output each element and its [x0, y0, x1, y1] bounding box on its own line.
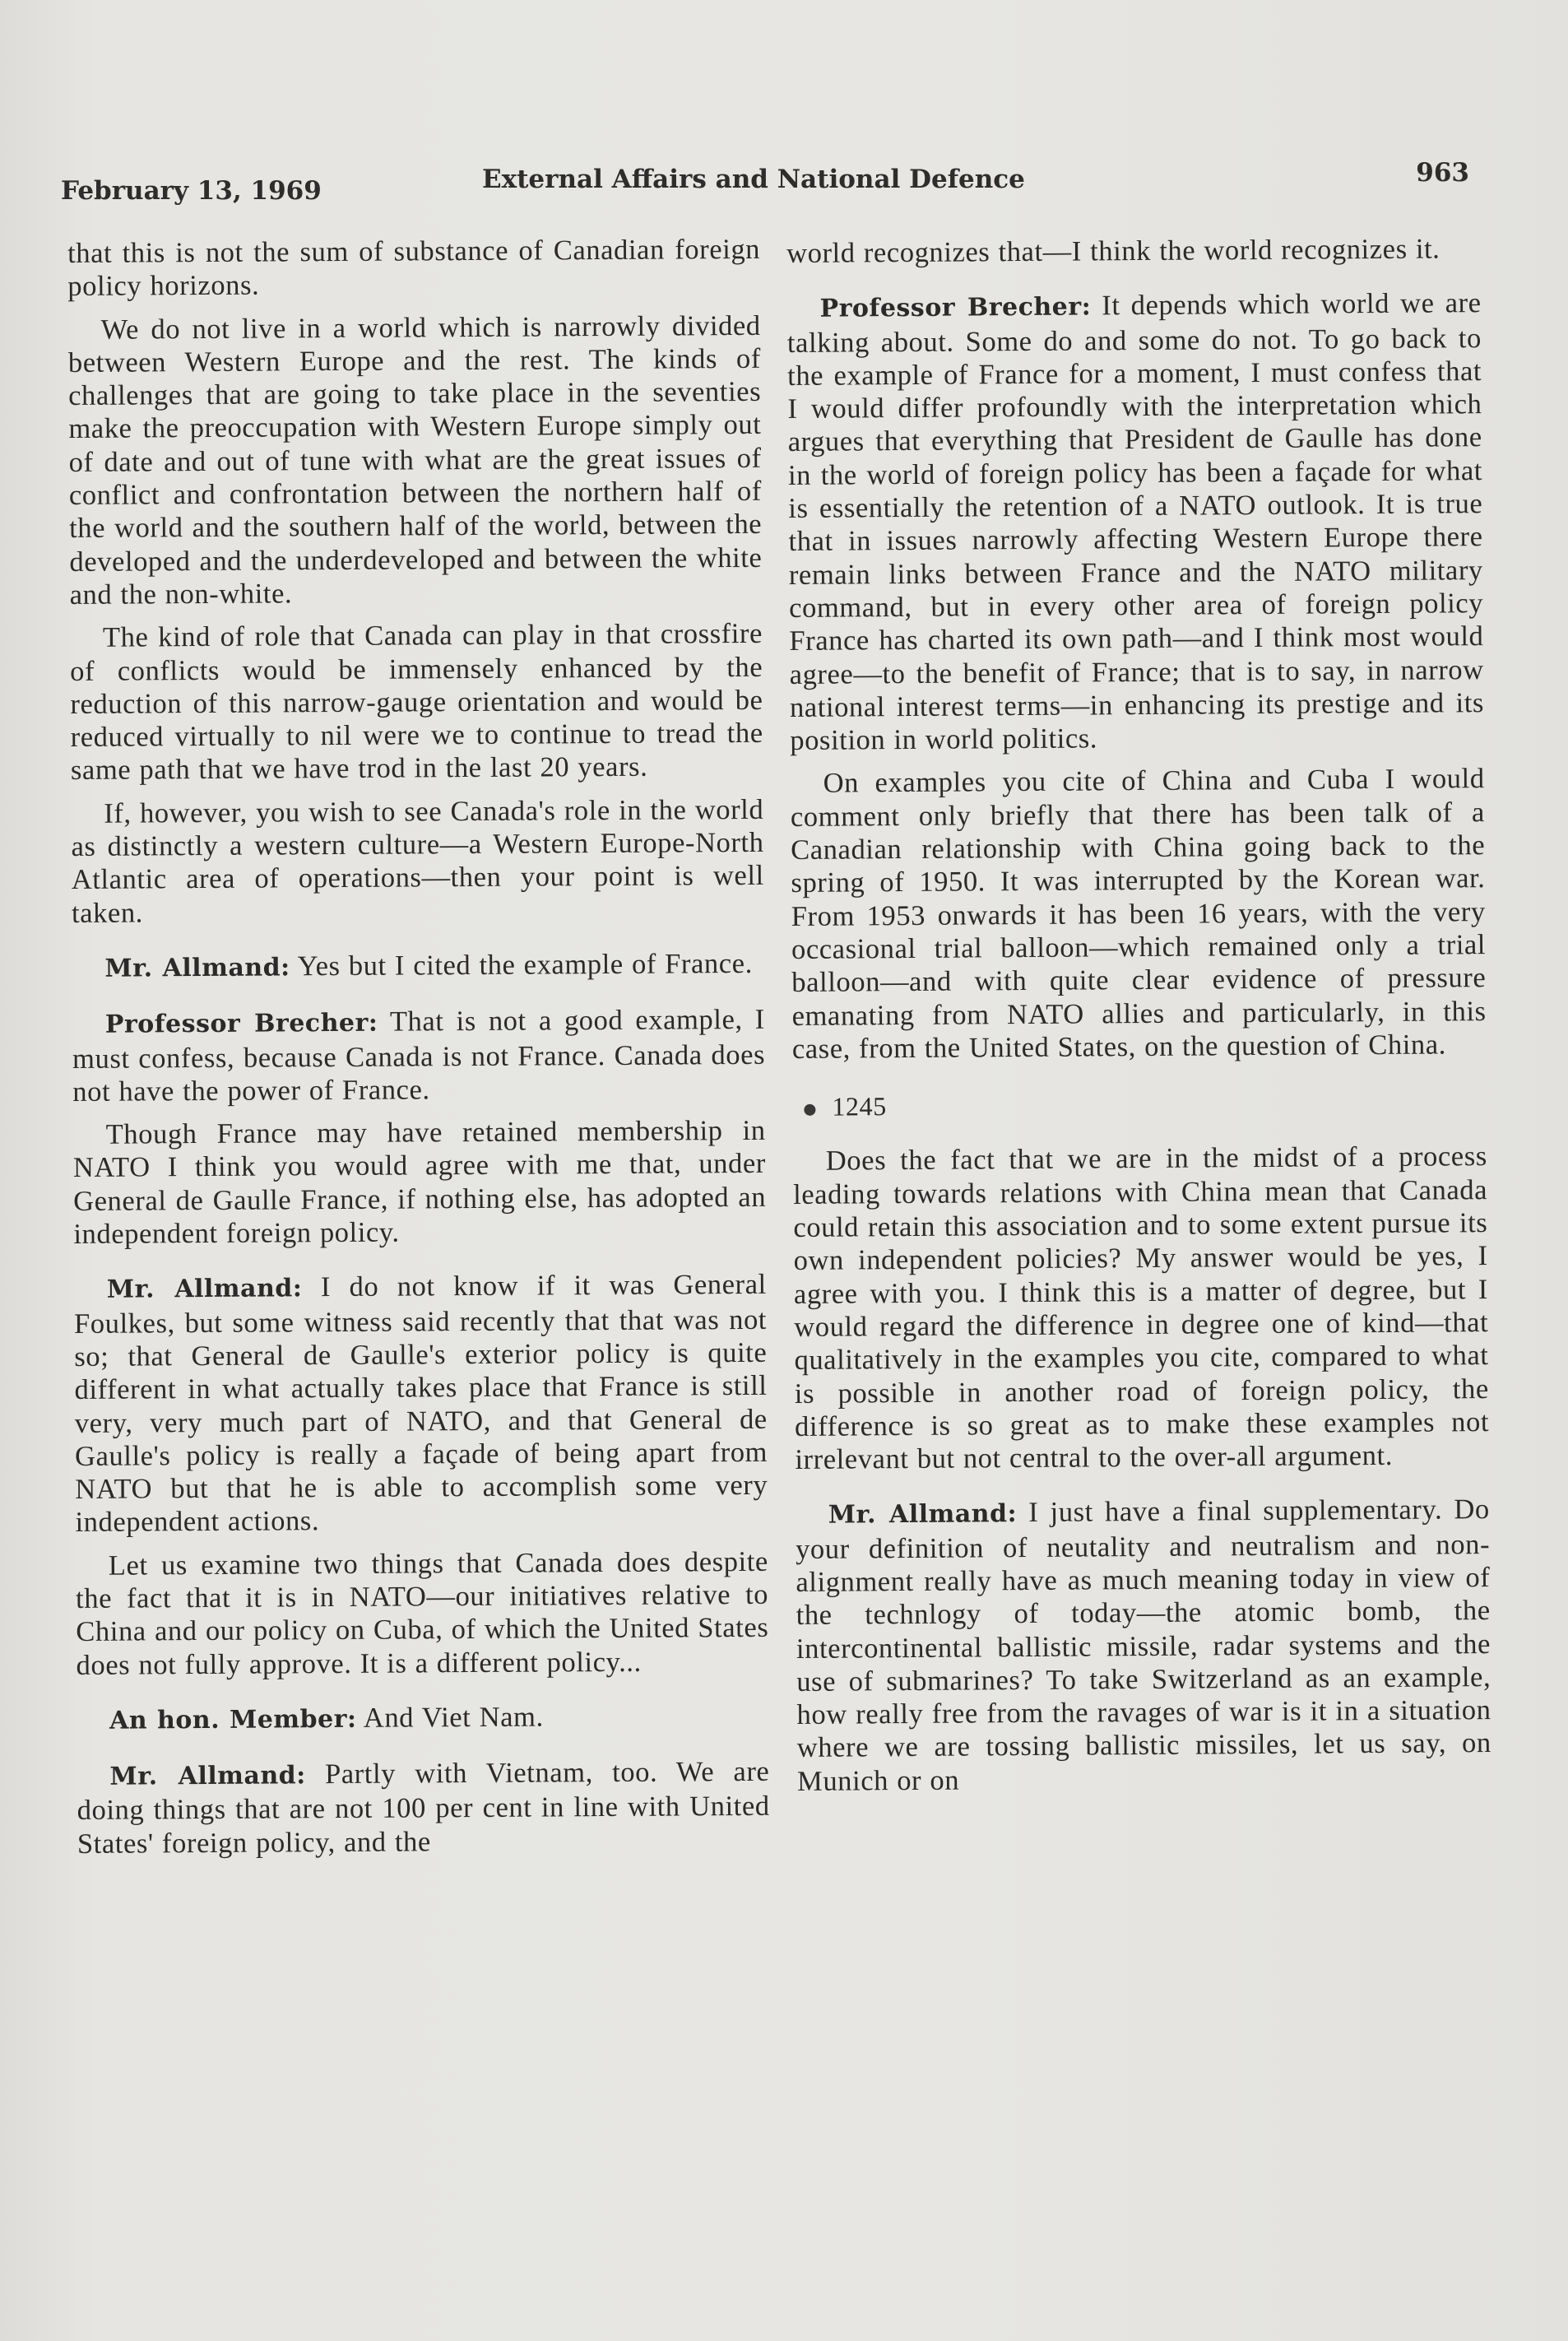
paragraph: If, however, you wish to see Canada's role in the world as distinctly a western culture—a Western Europe-North Atlantic area of operations—then your point is well taken.	[71, 793, 764, 929]
bullet-icon	[804, 1104, 815, 1116]
speech-text: I do not know if it was General Foulkes, but some witness said recently that that was not so; that General de Gaulle's exterior policy is quite different in what actually takes place that France is still very, very much part of NATO, and that General de Gaulle's policy is really a façade of being apart from NATO but that he is able to accomplish some very independent actions.	[73, 1269, 768, 1539]
paragraph: We do not live in a world which is narrowly divided between Western Europe and the rest. The kinds of challenges that are going to take place in the seventies make the preoccupation with Western Europe simply out of date and out of tune with what are the great issues of conflict and confrontation between the northern half of the world and the southern half of the world, between the developed and the underdeveloped and between the white and the non-white.	[67, 309, 763, 611]
paragraph: world recognizes that—I think the world recognizes it.	[786, 233, 1440, 269]
time-marker	[792, 1085, 1487, 1123]
paragraph: that this is not the sum of substance of Canadian foreign policy horizons.	[67, 233, 761, 303]
speech-paragraph	[72, 947, 764, 986]
paragraph: On examples you cite of China and Cuba I would comment only briefly that there has been talk of a Canadian relationship with China going back to the spring of 1950. It was interrupted by the Korean war. From 1953 onwards it has been 16 years, with the very occasional trial balloon—which remained only a trial balloon—and with quite clear evidence of pressure emanating from NATO allies and particularly, in this case, from the United States, on the question of China.	[790, 763, 1487, 1065]
speech-paragraph	[77, 1755, 770, 1860]
paragraph: The kind of role that Canada can play in that crossfire of conflicts would be immensely enhanced by the reduction of this narrow-gauge orientation and would be reduced virtually to nil were we to continue to tread the same path that we have trod in the last 20 years.	[70, 618, 763, 787]
paragraph: Does the fact that we are in the midst of a process leading towards relations with China mean that Canada could retain this association and to some extent pursue its own independent policies? My answer would be yes, I agree with you. I think this is a matter of degree, but I would regard the difference in degree one of kind—that qualitatively in the examples you cite, compared to what is possible in another road of foreign policy, the difference is so great as to make these examples not irrelevant but not central to the over-all argument.	[792, 1140, 1490, 1476]
speech-paragraph	[796, 1493, 1492, 1798]
speaker-name: Mr. Allmand:	[106, 1274, 303, 1305]
time-stamp: 1245	[832, 1091, 887, 1122]
header-date: February 13, 1969	[61, 176, 322, 206]
speech-paragraph	[74, 1268, 768, 1540]
speech-text: Partly with Vietnam, too. We are doing things that are not 100 per cent in line with United States' foreign policy, and the	[77, 1755, 770, 1860]
paragraph: Though France may have retained membership in NATO I think you would agree with me that, under General de Gaulle France, if nothing else, has adopted an independent foreign policy.	[72, 1114, 767, 1250]
speaker-name: Mr. Allmand:	[109, 1761, 306, 1791]
speech-paragraph	[786, 286, 1484, 757]
speech-text: Yes but I cited the example of France.	[290, 947, 753, 982]
speaker-name: Professor Brecher:	[104, 1008, 378, 1039]
speaker-name: Mr. Allmand:	[828, 1499, 1018, 1530]
speaker-name: An hon. Member:	[109, 1704, 357, 1735]
left-column	[67, 233, 770, 1860]
speech-paragraph	[77, 1699, 769, 1738]
speech-text: I just have a final supplementary. Do your definition of neutality and neutralism and non-alignment really have as much meaning today in view of the technlogy of today—the atomic bomb, the intercontinental ballistic missile, radar systems and the use of submarines? To take Switzerland as an example, how really free from the ravages of war is it in a situation where we are tossing ballistic missiles, let us say, on Munich or on	[796, 1493, 1491, 1797]
speech-text: That is not a good example, I must confess, because Canada is not France. Canada does not have the power of France.	[72, 1004, 766, 1108]
speaker-name: Professor Brecher:	[819, 292, 1092, 324]
running-header	[61, 158, 1469, 214]
speech-text: It depends which world we are talking about. Some do and some do not. To go back to the example of France for a moment, I must confess that I would differ profoundly with the interpretation which argues that everything that President de Gaulle has done in the world of foreign policy has been a façade for what is essentially the retention of a NATO outlook. It is true that in issues narrowly affecting Western Europe there remain links between France and the NATO military command, but in every other area of foreign policy France has charted its own path—and I think most would agree—to the benefit of France; that is to say, in narrow national interest terms—in enhancing its prestige and its position in world politics.	[786, 287, 1485, 757]
header-title: External Affairs and National Defence	[482, 165, 1025, 194]
paragraph: Let us examine two things that Canada does despite the fact that it is in NATO—our initiatives relative to China and our policy on Cuba, of which the United States does not fully approve. It is a different policy...	[75, 1545, 769, 1681]
right-column	[786, 232, 1491, 1798]
speaker-name: Mr. Allmand:	[104, 953, 290, 983]
page-number: 963	[1416, 158, 1469, 188]
speech-text: And Viet Nam.	[356, 1701, 544, 1734]
speech-paragraph	[72, 1003, 766, 1108]
